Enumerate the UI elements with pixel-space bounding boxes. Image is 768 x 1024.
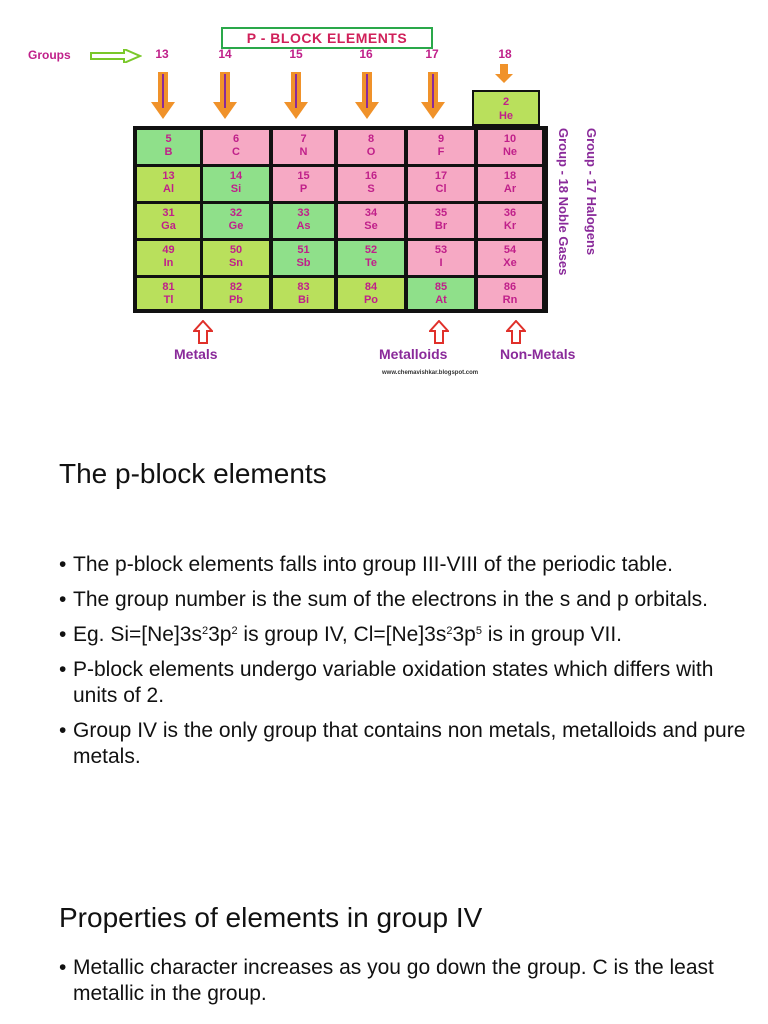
element-symbol: O bbox=[366, 146, 376, 158]
p-block-table bbox=[133, 126, 548, 313]
atomic-number: 85 bbox=[434, 281, 448, 293]
element-symbol: Sb bbox=[296, 257, 311, 269]
atomic-number: 86 bbox=[503, 281, 517, 293]
list-item: • Eg. $Si=[Ne]3s^23p^2$ is group IV, $Cl=[Ne]3s^23p^5$ is in group VII. bbox=[59, 622, 749, 648]
element-xe bbox=[478, 241, 542, 275]
up-arrow-icon bbox=[193, 320, 213, 344]
atomic-number: 31 bbox=[162, 207, 175, 219]
element-symbol: Ge bbox=[228, 220, 244, 232]
element-ar bbox=[478, 167, 542, 201]
element-symbol: Pb bbox=[228, 294, 244, 306]
element-as bbox=[273, 204, 334, 238]
element-br bbox=[408, 204, 474, 238]
group-number-15: 15 bbox=[289, 47, 303, 61]
element-symbol: Te bbox=[364, 257, 378, 269]
section-heading-group-iv: Properties of elements in group IV bbox=[59, 902, 483, 933]
atomic-number: 10 bbox=[503, 133, 517, 145]
list-item: • Metallic character increases as you go down the group. C is the least metallic in the group. bbox=[59, 955, 749, 1007]
atomic-number: 32 bbox=[229, 207, 243, 219]
group-number-14: 14 bbox=[218, 47, 232, 61]
p-block-figure bbox=[0, 0, 768, 400]
element-symbol: F bbox=[437, 146, 445, 158]
element-symbol: Kr bbox=[503, 220, 517, 232]
atomic-number: 8 bbox=[367, 133, 375, 145]
group-number-13: 13 bbox=[155, 47, 169, 61]
element-symbol: Se bbox=[364, 220, 378, 232]
element-symbol: Xe bbox=[503, 257, 517, 269]
element-p bbox=[273, 167, 334, 201]
atomic-number: 49 bbox=[162, 244, 175, 256]
group-iv-bullet-list bbox=[59, 955, 749, 1016]
element-at bbox=[408, 278, 474, 309]
list-item: • The p-block elements falls into group III-VIII of the periodic table. bbox=[59, 552, 749, 578]
element-symbol: Cl bbox=[435, 183, 447, 195]
element-symbol: B bbox=[164, 146, 173, 158]
nonmetals-label: Non-Metals bbox=[500, 346, 576, 362]
element-tl bbox=[137, 278, 200, 309]
element-s bbox=[338, 167, 404, 201]
atomic-number: 7 bbox=[300, 133, 307, 145]
element-symbol: I bbox=[439, 257, 443, 269]
credit-text: www.chemavishkar.blogspot.com bbox=[382, 370, 479, 376]
section-heading-pblock: The p-block elements bbox=[59, 458, 327, 489]
element-b bbox=[137, 130, 200, 164]
element-o bbox=[338, 130, 404, 164]
atomic-number: 54 bbox=[503, 244, 517, 256]
atomic-number: 83 bbox=[297, 281, 310, 293]
element-symbol: S bbox=[367, 183, 375, 195]
atomic-number: 35 bbox=[434, 207, 448, 219]
atomic-number: 50 bbox=[229, 244, 243, 256]
atomic-number: 16 bbox=[364, 170, 378, 182]
down-arrow-icon bbox=[150, 72, 176, 120]
metalloids-label: Metalloids bbox=[379, 346, 448, 362]
groups-label: Groups bbox=[28, 48, 71, 62]
atomic-number: 84 bbox=[364, 281, 378, 293]
right-arrow-icon bbox=[90, 49, 142, 63]
element-in bbox=[137, 241, 200, 275]
element-rn bbox=[478, 278, 542, 309]
noble-gases-label: Group - 18 Noble Gases bbox=[556, 128, 571, 276]
element-ne bbox=[478, 130, 542, 164]
down-arrow-icon bbox=[283, 72, 309, 120]
element-ge bbox=[203, 204, 269, 238]
element-symbol: Ne bbox=[502, 146, 518, 158]
atomic-number: 6 bbox=[232, 133, 240, 145]
atomic-number: 18 bbox=[503, 170, 517, 182]
element-he: 2 He bbox=[472, 90, 540, 126]
atomic-number: 82 bbox=[229, 281, 243, 293]
element-symbol: As bbox=[296, 220, 311, 232]
down-arrow-icon bbox=[354, 72, 380, 120]
element-symbol: At bbox=[435, 294, 447, 306]
atomic-number: 5 bbox=[165, 133, 172, 145]
atomic-number: 9 bbox=[437, 133, 445, 145]
element-symbol: Br bbox=[434, 220, 448, 232]
figure-title: P - BLOCK ELEMENTS bbox=[221, 27, 433, 49]
up-arrow-icon bbox=[429, 320, 449, 344]
element-po bbox=[338, 278, 404, 309]
element-sn bbox=[203, 241, 269, 275]
atomic-number: 81 bbox=[162, 281, 175, 293]
element-symbol: Ga bbox=[161, 220, 176, 232]
element-symbol: Po bbox=[363, 294, 379, 306]
up-arrow-icon bbox=[506, 320, 526, 344]
atomic-number: 17 bbox=[434, 170, 448, 182]
element-se bbox=[338, 204, 404, 238]
element-ga bbox=[137, 204, 200, 238]
element-bi bbox=[273, 278, 334, 309]
atomic-number: 33 bbox=[297, 207, 310, 219]
down-arrow-icon bbox=[494, 64, 514, 84]
element-i bbox=[408, 241, 474, 275]
element-si bbox=[203, 167, 269, 201]
atomic-number: 13 bbox=[162, 170, 175, 182]
atomic-number: 53 bbox=[434, 244, 448, 256]
element-symbol: N bbox=[299, 146, 308, 158]
element-f bbox=[408, 130, 474, 164]
atomic-number: 51 bbox=[297, 244, 310, 256]
element-symbol: Si bbox=[230, 183, 242, 195]
element-symbol: Tl bbox=[163, 294, 174, 306]
element-symbol: Rn bbox=[502, 294, 518, 306]
element-symbol: Sn bbox=[228, 257, 244, 269]
group-number-18: 18 bbox=[498, 47, 512, 61]
metals-label: Metals bbox=[174, 346, 218, 362]
element-kr bbox=[478, 204, 542, 238]
element-pb bbox=[203, 278, 269, 309]
atomic-number: 52 bbox=[364, 244, 378, 256]
list-item: • Group IV is the only group that contains non metals, metalloids and pure metals. bbox=[59, 718, 749, 770]
element-symbol: Bi bbox=[298, 294, 309, 306]
group-number-17: 17 bbox=[425, 47, 439, 61]
down-arrow-icon bbox=[212, 72, 238, 120]
element-symbol: C bbox=[232, 146, 240, 158]
element-cl bbox=[408, 167, 474, 201]
element-symbol: In bbox=[163, 257, 174, 269]
element-te bbox=[338, 241, 404, 275]
element-symbol: Ar bbox=[503, 183, 517, 195]
atomic-number: 14 bbox=[229, 170, 243, 182]
element-al bbox=[137, 167, 200, 201]
atomic-number: 15 bbox=[297, 170, 310, 182]
atomic-number: 36 bbox=[503, 207, 517, 219]
down-arrow-icon bbox=[420, 72, 446, 120]
atomic-number: 34 bbox=[364, 207, 378, 219]
list-item: • P-block elements undergo variable oxidation states which differs with units of 2. bbox=[59, 657, 749, 709]
halogens-label: Group - 17 Halogens bbox=[584, 128, 599, 256]
element-sb bbox=[273, 241, 334, 275]
element-symbol: Al bbox=[163, 183, 174, 195]
element-symbol: P bbox=[299, 183, 308, 195]
element-c bbox=[203, 130, 269, 164]
pblock-bullet-list bbox=[59, 552, 749, 779]
list-item: • The group number is the sum of the electrons in the s and p orbitals. bbox=[59, 587, 749, 613]
element-n bbox=[273, 130, 334, 164]
group-number-16: 16 bbox=[359, 47, 373, 61]
